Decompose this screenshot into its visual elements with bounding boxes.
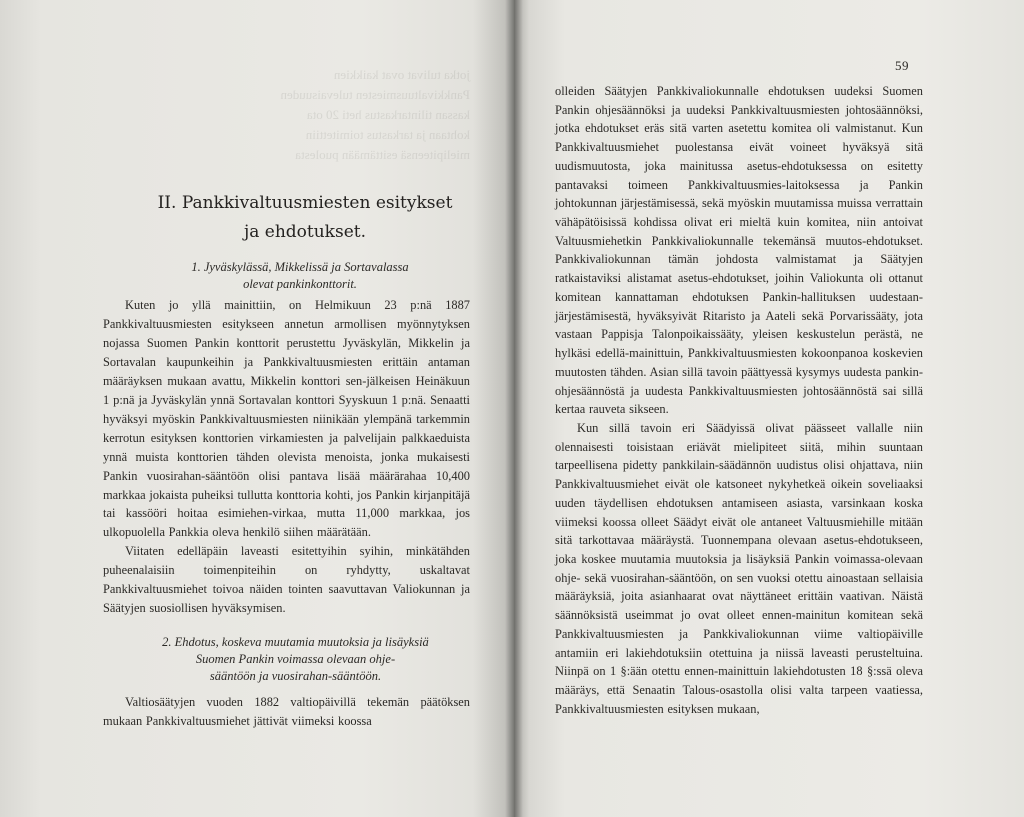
paragraph: Kun sillä tavoin eri Säädyissä olivat päässeet vallalle niin olennaisesti toisistaan eriävät mielipiteet siitä, mihin suuntaan tarpeellisena pidetty pankkilain-säädännön uudistus olisi ohjattava, niin Pankkivaltuusmiehet eivät ole katsoneet nykyhetkeä oikein soveliaaksi uuden täydellisen ehdotuksen antamiseen asiasta, varsinkaan koska viimeksi koossa olleet Säädyt eivät ole antaneet Valtuusmiehille mitään sitä tarkottavaa määräystä. Tuonnempana olevaan asetus-ehdotukseen, joka koskee muutamia muutoksia ja lisäyksiä Pankin voimassa-olevaan ohje- sekä vuosirahan-sääntöön, on sen vuoksi otettu ainoastaan sellaisia määräyksiä, joita asianhaarat ovat näyttäneet erittäin vaativan. Näistä säännöksistä useimmat jo ovat olleet ennen-mainitun komitean sekä Pankkivaltuusmiesten ja Pankkivaliokunnan viime valtiopäiville antamiin eri lakiehdotuksiin otettuina ja niissä laveasti perusteltuina. Niinpä on 1 §:ään otettu ennen-mainittuin lakiehdotusten 18 §:ssä oleva määräys, että Senaatin Talous-osastolla olisi valta tarpeen vaatiessa, Pankkivaltuusmiesten esityksen mukaan, <box>555 420 923 716</box>
section-heading-2-line-2: Suomen Pankin voimassa olevaan ohje- <box>195 652 396 666</box>
paragraph: Valtiosäätyjen vuoden 1882 valtiopäivillä tekemän päätöksen mukaan Pankkivaltuusmiehet jättivät viimeksi koossa <box>103 695 470 728</box>
section-heading-2-line-1: 2. Ehdotus, koskeva muutamia muutoksia ja lisäyksiä <box>162 635 429 649</box>
right-page-body <box>555 82 923 718</box>
paragraph: Kuten jo yllä mainittiin, on Helmikuun 23 p:nä 1887 Pankkivaltuusmiesten esitykseen annetun armollisen myönnytyksen nojassa Suomen Pankin konttorit perustettu Jyväskylän, Mikkelin ja Sortavalan kaupunkeihin ja Pankkivaltuusmiesten erittäin antaman määräyksen mukaan avattu, Mikkelin konttori sen-jälkeisen Heinäkuun 1 p:nä ja Jyväskylän ynnä Sortavalan konttori Syyskuun 1 p:nä. Senaatti hyväksyi myöskin Pankkivaltuusmiesten niinikään ylempänä tarkemmin kerrotun esityksen konttorien virkamiesten ja palvelijain palkkaeduista ynnä muista konttorien tähden olevista menoista, jonka mukaisesti Pankin vuosirahan-sääntöön olisi pantava lisää määrärahaa 10,400 markkaa jokaista puheiksi tullutta konttoria kohti, jos Pankin kirjanpitäjä tai kassööri hoitaa esimiehen-virkaa, mutta 11,000 markkaa, jos ulkopuolella Pankkia oleva henkilö siihen määrätään. <box>103 298 470 540</box>
chapter-heading-line-1: II. Pankkivaltuusmiesten esitykset <box>157 193 453 213</box>
paragraph: olleiden Säätyjen Pankkivaliokunnalle ehdotuksen uudeksi Suomen Pankin ohjesäännöksi ja uudeksi Pankkivaltuusmiesten johtosäännöksi, jotka ehdotukset eräs sitä varten asetettu komitea oli valmistanut. Kun Pankkivaltuusmiehet puolestansa eivät voineet hyväksyä sitä uudismuutosta, joka mainitussa asetus-ehdotuksessa on esitetty pantavaksi toimeen Pankkivaltuusmies-laitoksessa ja Pankin johtokunnan järjestämisessä, sekä myöskin muutamissa muissa verrattain vähäpätöisissä kohdissa olivat eri mieltä kuin komitea, niin antoivat Valtuusmiehetkin Pankkivaliokunnalle tekemänsä muutos-ehdotukset. Pankkivaliokunnan tämän johdosta valmistamat ja Säätyjen ratkaistaviksi alistamat asetus-ehdotukset, joihin Valiokunta oli ottanut komitean kannattaman ehdotuksen Pankin-hallituksen uudestaan-järjestämisestä, hyväksyivät Ritaristo ja Aateli sekä Porvarissääty, jota vastaan Pappisja Talonpoikaissääty, yleisen keskustelun perästä, ne hylkäsi edellä-mainittuin, Pankkivaltuusmiesten kokoonpanoa koskevien muutosten tähden. Asian sillä tavoin päättyessä kysymys uudesta pankin-ohjesäännöstä ja uudesta Pankkivaltuusmiesten johtosäännöstä sai sillä kertaa rauveta sikseen. <box>555 84 923 417</box>
show-through-text: jotka tulivat ovat kaikkien Pankkivaltuusmiesten tulevaisuuden kassan tilintarkastus heti 20 ota kohtaan ja tarkastus toimitettiin mielipiteensä esittämään puolesta <box>280 67 470 162</box>
book-gutter <box>505 0 523 817</box>
chapter-heading-line-2: ja ehdotukset. <box>243 222 367 242</box>
section-heading-1 <box>120 259 480 293</box>
section-heading-2 <box>118 634 473 685</box>
chapter-heading <box>130 189 480 247</box>
section-2-body <box>103 693 470 731</box>
section-heading-2-line-3: sääntöön ja vuosirahan-sääntöön. <box>209 669 382 683</box>
section-1-body <box>103 296 470 618</box>
paragraph: Viitaten edelläpäin laveasti esitettyihin syihin, minkätähden puheenalaisiin toimenpiteihin on ryhdytty, uskaltavat Pankkivaltuusmiehet toivoa näiden tointen saavuttavan Valiokunnan ja Säätyjen suosiollisen hyväksymisen. <box>103 544 470 616</box>
page-number: 59 <box>895 58 909 73</box>
section-heading-1-line-2: olevat pankinkonttorit. <box>243 277 357 291</box>
section-heading-1-line-1: 1. Jyväskylässä, Mikkelissä ja Sortavalassa <box>191 260 409 274</box>
